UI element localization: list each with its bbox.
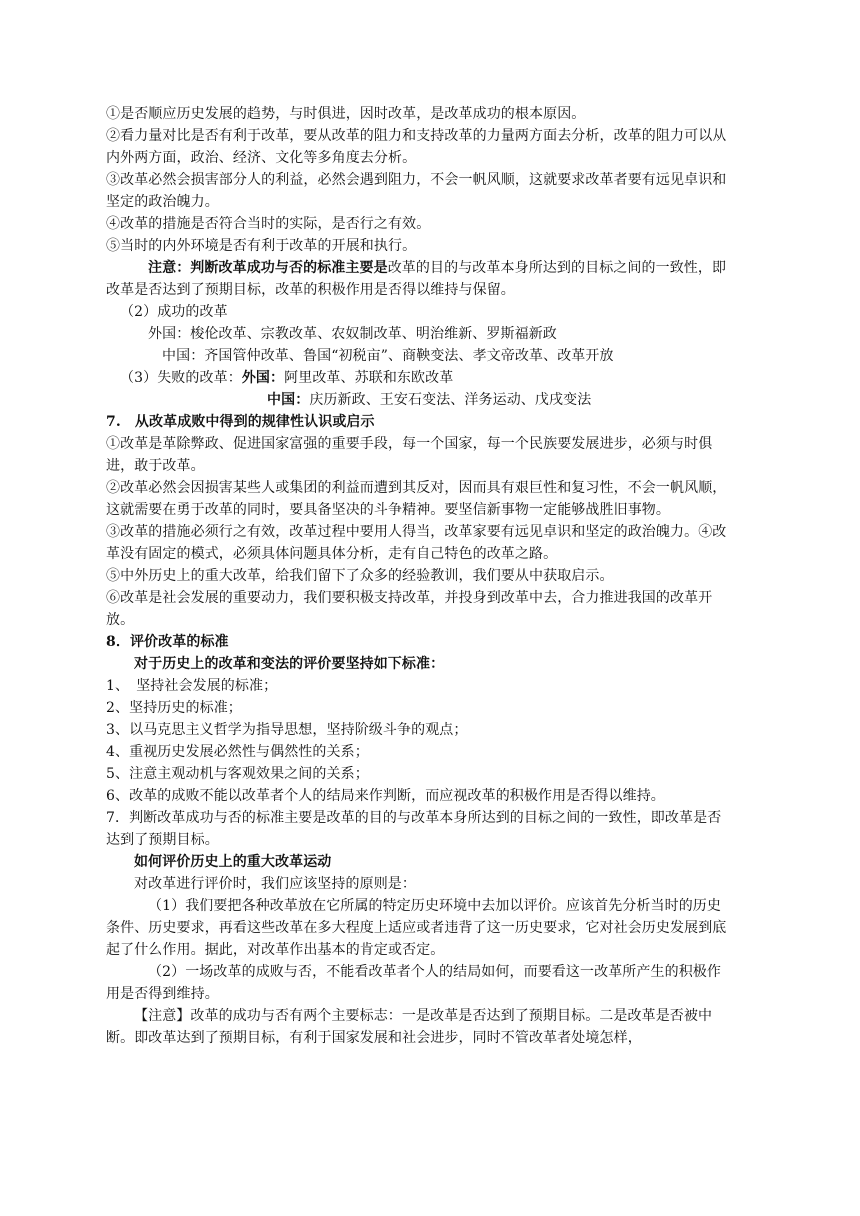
list-item: ①改革是革除弊政、促进国家富强的重要手段，每一个国家，每一个民族要发展进步，必须与时俱进，敢于改革。	[106, 436, 713, 474]
section-8-title: 8．评价改革的标准	[106, 634, 229, 650]
final-note-label: 【注意】	[134, 1008, 191, 1024]
list-item: 6、改革的成败不能以改革者个人的结局来作判断，而应视改革的积极作用是否得以维持。	[106, 788, 665, 804]
list-item: 5、注意主观动机与客观效果之间的关系；	[106, 766, 369, 782]
evaluation-paragraph-2: （2）一场改革的成败与否，不能看改革者个人的结局如何，而要看这一改革所产生的积极作用是否得到维持。	[106, 964, 722, 1002]
fail-prefix: （3）失败的改革：	[120, 370, 242, 386]
evaluation-paragraph-1: （1）我们要把各种改革放在它所属的特定历史环境中去加以评价。应该首先分析当时的历史条件、历史要求，再看这些改革在多大程度上适应或者违背了这一历史要求，它对社会历史发展到底起了什么作用。据此，对改革作出基本的肯定或否定。	[106, 898, 727, 958]
section-7-title: 7. 从改革成败中得到的规律性认识或启示	[106, 414, 375, 430]
success-foreign: 外国：梭伦改革、宗教改革、农奴制改革、明治维新、罗斯福新政	[148, 326, 557, 342]
fail-line	[106, 367, 732, 389]
final-note-text: 改革的成功与否有两个主要标志：一是改革是否达到了预期目标。二是改革是否被中断。即改革达到了预期目标，有利于国家发展和社会进步，同时不管改革者处境怎样，	[106, 1008, 713, 1046]
list-item: ⑤中外历史上的重大改革，给我们留下了众多的经验教训，我们要从中获取启示。	[106, 568, 614, 584]
list-item: ②改革必然会因损害某些人或集团的利益而遭到其反对，因而具有艰巨性和复习性，不会一帆风顺，这就需要在勇于改革的同时，要具备坚决的斗争精神。要坚信新事物一定能够战胜旧事物。	[106, 480, 727, 518]
list-item: ①是否顺应历史发展的趋势，与时俱进，因时改革，是改革成功的根本原因。	[106, 106, 586, 122]
list-item: 3、以马克思主义哲学为指导思想，坚持阶级斗争的观点；	[106, 722, 468, 738]
list-item: 7．判断改革成功与否的标准主要是改革的目的与改革本身所达到的目标之间的一致性，即改革是否达到了预期目标。	[106, 810, 722, 848]
list-item: 1、 坚持社会发展的标准；	[106, 678, 278, 694]
list-item: ②看力量对比是否有利于改革，要从改革的阻力和支持改革的力量两方面去分析，改革的阻力可以从内外两方面，政治、经济、文化等多角度去分析。	[106, 128, 727, 166]
evaluation-title: 如何评价历史上的重大改革运动	[134, 854, 332, 870]
success-heading: （2）成功的改革	[120, 304, 228, 320]
final-note	[106, 1005, 732, 1049]
fail-china-line	[106, 389, 732, 411]
note-paragraph	[106, 257, 732, 301]
list-item: ③改革必然会损害部分人的利益，必然会遇到阻力，不会一帆风顺，这就要求改革者要有远见卓识和坚定的政治魄力。	[106, 172, 727, 210]
list-item: ⑥改革是社会发展的重要动力，我们要积极支持改革，并投身到改革中去，合力推进我国的改革开放。	[106, 590, 713, 628]
fail-china-text: 庆历新政、王安石变法、洋务运动、戊戌变法	[309, 392, 592, 408]
fail-foreign-text: 阿里改革、苏联和东欧改革	[284, 370, 454, 386]
evaluation-intro: 对改革进行评价时，我们应该坚持的原则是：	[134, 876, 416, 892]
list-item: 2、坚持历史的标准；	[106, 700, 242, 716]
list-item: 4、重视历史发展必然性与偶然性的关系；	[106, 744, 369, 760]
success-china: 中国：齐国管仲改革、鲁国“初税亩”、商鞅变法、孝文帝改革、改革开放	[162, 348, 614, 364]
list-item: ④改革的措施是否符合当时的实际，是否行之有效。	[106, 216, 431, 232]
note-text: 改革的目的与改革本身所达到的目标之间的一致性，即改革是否达到了预期目标，改革的积极作用是否得以维持与保留。	[106, 260, 727, 298]
list-item: ⑤当时的内外环境是否有利于改革的开展和执行。	[106, 238, 417, 254]
document-body	[106, 103, 732, 1049]
list-item: ③改革的措施必须行之有效，改革过程中要用人得当，改革家要有远见卓识和坚定的政治魄力。④改革没有固定的模式，必须具体问题具体分析，走有自己特色的改革之路。	[106, 524, 727, 562]
section-8-subtitle: 对于历史上的改革和变法的评价要坚持如下标准：	[134, 656, 445, 672]
fail-china-label: 中国：	[267, 392, 310, 408]
note-label: 注意：判断改革成功与否的标准主要是	[148, 260, 388, 276]
fail-foreign-label: 外国：	[241, 370, 285, 386]
